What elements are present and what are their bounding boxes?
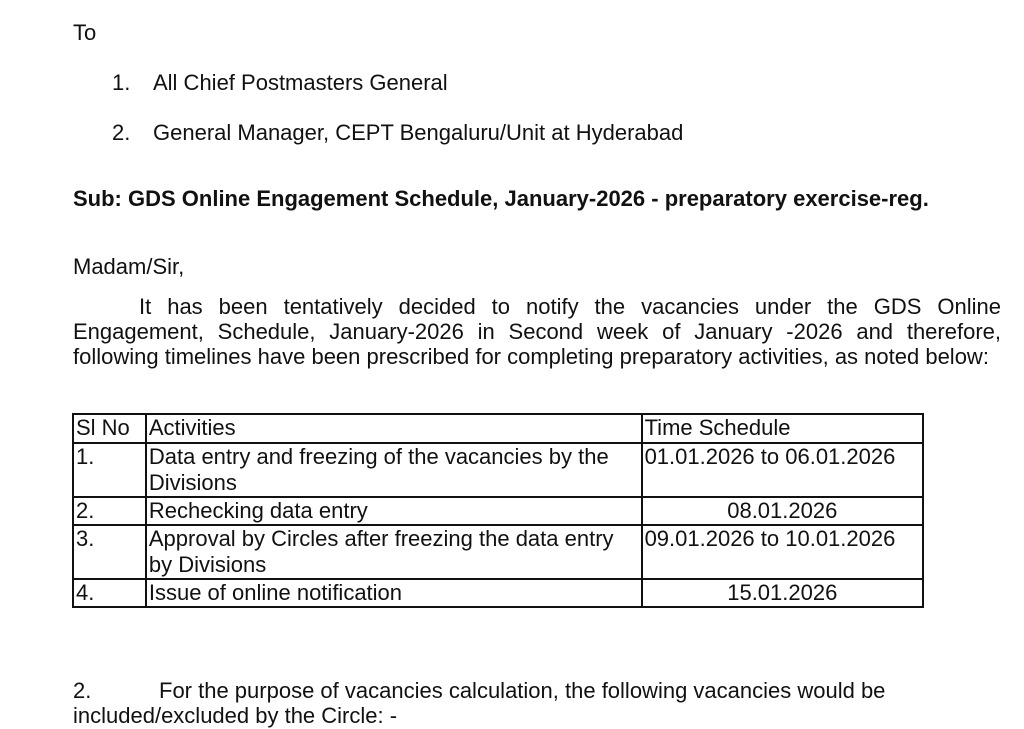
cell-sl-no: 3. [73, 525, 146, 579]
paragraph-text: For the purpose of vacancies calculation, the following vacancies would be included/excluded by the Circle: - [73, 678, 886, 728]
header-activities: Activities [146, 414, 642, 443]
cell-activity: Issue of online notification [146, 579, 642, 607]
body-paragraph-1: It has been tentatively decided to notify the vacancies under the GDS Online Engagement, Schedule, January-2026 in Second week of January -2026 and therefore, following timelines have been prescribed for completing preparatory activities, as noted below: [73, 294, 1001, 369]
cell-sl-no: 1. [73, 443, 146, 497]
cell-activity: Data entry and freezing of the vacancies by the Divisions [146, 443, 642, 497]
paragraph-number: 2. [73, 678, 92, 703]
recipient-item [112, 120, 683, 146]
cell-schedule: 01.01.2026 to 06.01.2026 [642, 443, 923, 497]
cell-activity: Approval by Circles after freezing the data entry by Divisions [146, 525, 642, 579]
schedule-table [72, 413, 924, 608]
table-header-row [73, 414, 923, 443]
header-sl-no: Sl No [73, 414, 146, 443]
subject-line: Sub: GDS Online Engagement Schedule, January-2026 - preparatory exercise-reg. [73, 186, 929, 211]
cell-schedule: 15.01.2026 [642, 579, 923, 607]
table-row [73, 579, 923, 607]
recipient-item [112, 70, 448, 96]
addressee-to: To [73, 20, 97, 45]
cell-schedule: 09.01.2026 to 10.01.2026 [642, 525, 923, 579]
cell-sl-no: 2. [73, 497, 146, 525]
table-row [73, 497, 923, 525]
recipient-number: 1. [112, 70, 131, 95]
table-row [73, 443, 923, 497]
recipient-text: All Chief Postmasters General [153, 70, 448, 95]
cell-activity: Rechecking data entry [146, 497, 642, 525]
cell-sl-no: 4. [73, 579, 146, 607]
body-paragraph-2 [73, 678, 973, 728]
table-row [73, 525, 923, 579]
cell-schedule: 08.01.2026 [642, 497, 923, 525]
recipient-text: General Manager, CEPT Bengaluru/Unit at Hyderabad [153, 120, 684, 145]
header-time-schedule: Time Schedule [642, 414, 923, 443]
recipient-number: 2. [112, 120, 131, 145]
salutation: Madam/Sir, [73, 254, 185, 279]
